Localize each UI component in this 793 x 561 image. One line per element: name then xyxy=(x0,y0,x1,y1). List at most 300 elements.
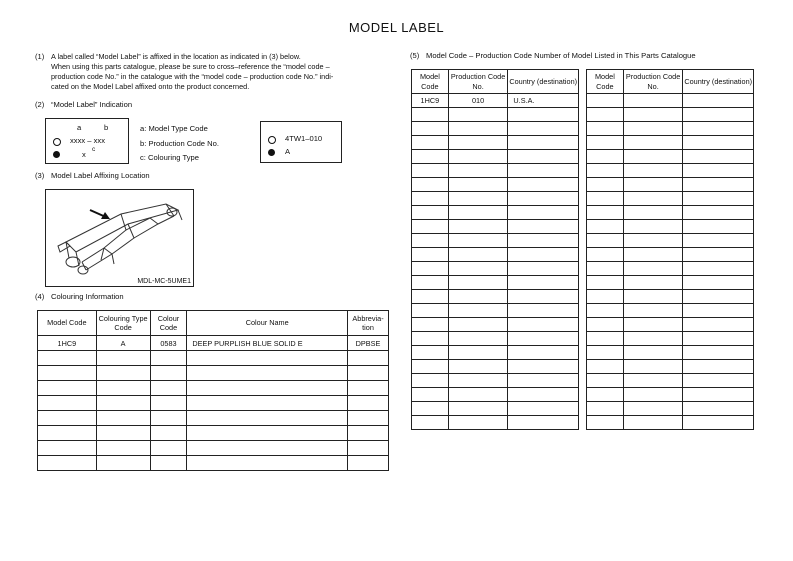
col-production-code: Production Code No. xyxy=(448,70,508,94)
table-cell xyxy=(448,262,508,276)
table-row xyxy=(38,456,389,471)
table-cell xyxy=(508,234,579,248)
table-row xyxy=(38,381,389,396)
table-header-row xyxy=(412,70,579,94)
table-row xyxy=(412,178,579,192)
col-model-code: Model Code xyxy=(412,70,449,94)
table-cell xyxy=(508,248,579,262)
table-cell xyxy=(348,426,389,441)
table-cell xyxy=(623,332,683,346)
table-cell xyxy=(587,276,624,290)
table-row xyxy=(412,374,579,388)
table-cell xyxy=(683,248,754,262)
table-cell xyxy=(587,290,624,304)
table-row xyxy=(587,290,754,304)
col-country: Country (destination) xyxy=(508,70,579,94)
table-cell xyxy=(508,164,579,178)
section-3-heading xyxy=(35,171,150,181)
table-cell xyxy=(587,416,624,430)
table-cell xyxy=(96,366,150,381)
table-cell xyxy=(508,220,579,234)
table-cell xyxy=(587,388,624,402)
model-label-example xyxy=(260,121,342,163)
table-cell xyxy=(508,290,579,304)
page-title: MODEL LABEL xyxy=(348,20,445,35)
table-cell xyxy=(448,318,508,332)
table-cell xyxy=(623,402,683,416)
table-cell xyxy=(508,276,579,290)
table-cell xyxy=(508,402,579,416)
table-cell xyxy=(187,366,348,381)
table-cell xyxy=(683,402,754,416)
table-row xyxy=(412,346,579,360)
table-row xyxy=(412,164,579,178)
table-cell xyxy=(508,122,579,136)
table-cell xyxy=(448,248,508,262)
table-row xyxy=(587,318,754,332)
table-cell xyxy=(508,374,579,388)
table-cell xyxy=(150,396,187,411)
table-cell xyxy=(623,290,683,304)
section-2-number: (2) xyxy=(35,100,45,109)
table-row xyxy=(412,248,579,262)
filled-circle-icon xyxy=(268,149,275,156)
col-colour-code: Colour Code xyxy=(150,311,187,336)
table-row xyxy=(412,136,579,150)
table-cell xyxy=(623,164,683,178)
table-cell xyxy=(623,304,683,318)
circle-icon xyxy=(53,138,61,146)
table-cell xyxy=(683,374,754,388)
table-cell xyxy=(187,456,348,471)
table-cell xyxy=(508,346,579,360)
table-cell xyxy=(412,290,449,304)
table-cell xyxy=(412,248,449,262)
table-cell xyxy=(348,456,389,471)
table-cell xyxy=(683,164,754,178)
table-cell xyxy=(412,402,449,416)
table-cell xyxy=(623,388,683,402)
table-row xyxy=(412,192,579,206)
section-2-heading xyxy=(35,100,132,110)
legend-production-code: b: Production Code No. xyxy=(140,138,219,148)
table-row xyxy=(38,366,389,381)
section-1-line-2: When using this parts catalogue, please be sure to cross–reference the “model code – xyxy=(51,62,330,71)
table-cell xyxy=(448,374,508,388)
table-cell xyxy=(587,374,624,388)
table-row xyxy=(587,178,754,192)
table-row xyxy=(587,234,754,248)
label-code-format: xxxx – xxx xyxy=(70,136,106,145)
table-cell xyxy=(187,441,348,456)
table-cell xyxy=(623,234,683,248)
table-cell xyxy=(38,351,97,366)
table-cell xyxy=(150,441,187,456)
table-cell xyxy=(587,192,624,206)
table-row xyxy=(587,108,754,122)
table-cell xyxy=(623,262,683,276)
table-cell xyxy=(348,381,389,396)
table-row xyxy=(412,94,579,108)
table-row xyxy=(587,346,754,360)
table-cell xyxy=(587,94,624,108)
table-cell xyxy=(508,360,579,374)
table-row xyxy=(587,220,754,234)
section-1-number: (1) xyxy=(35,52,45,61)
table-cell xyxy=(623,248,683,262)
table-cell: 1HC9 xyxy=(412,94,449,108)
table-row xyxy=(38,336,389,351)
table-cell xyxy=(587,164,624,178)
table-cell xyxy=(508,136,579,150)
table-row xyxy=(587,416,754,430)
table-cell xyxy=(683,220,754,234)
table-cell xyxy=(623,192,683,206)
table-cell xyxy=(623,416,683,430)
section-1-line-4: cated on the Model Label affixed onto the product concerned. xyxy=(51,82,250,91)
label-a-marker: a xyxy=(77,123,82,132)
table-cell xyxy=(683,150,754,164)
motorcycle-frame-illustration xyxy=(46,190,193,286)
table-cell xyxy=(587,122,624,136)
legend-model-type: a: Model Type Code xyxy=(140,124,208,133)
table-cell xyxy=(623,374,683,388)
col-country: Country (destination) xyxy=(683,70,754,94)
table-row xyxy=(38,411,389,426)
production-code-table-left xyxy=(411,69,579,430)
table-cell xyxy=(683,122,754,136)
model-label-diagram xyxy=(45,118,129,164)
table-row xyxy=(587,150,754,164)
table-cell xyxy=(683,388,754,402)
table-cell xyxy=(412,220,449,234)
table-cell xyxy=(683,192,754,206)
table-row xyxy=(587,94,754,108)
legend-colouring-type: c: Colouring Type xyxy=(140,153,199,162)
table-cell: 010 xyxy=(448,94,508,108)
colouring-info-table xyxy=(37,310,389,471)
table-cell xyxy=(623,122,683,136)
section-4-number: (4) xyxy=(35,292,45,301)
table-cell xyxy=(683,360,754,374)
table-cell xyxy=(683,304,754,318)
section-4-title: Colouring Information xyxy=(51,292,124,301)
table-cell xyxy=(587,346,624,360)
table-cell xyxy=(683,234,754,248)
table-cell xyxy=(448,122,508,136)
table-cell xyxy=(412,416,449,430)
table-cell xyxy=(508,318,579,332)
table-row xyxy=(38,351,389,366)
table-row xyxy=(587,374,754,388)
table-cell xyxy=(38,426,97,441)
table-cell xyxy=(587,206,624,220)
table-cell xyxy=(412,136,449,150)
table-cell xyxy=(587,108,624,122)
table-cell xyxy=(412,332,449,346)
table-cell xyxy=(448,192,508,206)
table-row xyxy=(587,248,754,262)
table-cell xyxy=(683,346,754,360)
example-model-code: 4TW1–010 xyxy=(285,134,323,143)
table-row xyxy=(412,276,579,290)
table-cell xyxy=(508,206,579,220)
table-cell: 0583 xyxy=(150,336,187,351)
table-cell: DEEP PURPLISH BLUE SOLID E xyxy=(187,336,348,351)
table-row xyxy=(587,122,754,136)
table-cell xyxy=(187,351,348,366)
col-abbreviation: Abbrevia-tion xyxy=(348,311,389,336)
table-cell xyxy=(448,206,508,220)
table-row xyxy=(412,318,579,332)
table-cell xyxy=(587,402,624,416)
table-cell xyxy=(150,411,187,426)
table-cell xyxy=(508,332,579,346)
table-cell xyxy=(150,381,187,396)
table-cell xyxy=(448,136,508,150)
table-cell xyxy=(412,276,449,290)
table-cell xyxy=(623,108,683,122)
table-cell xyxy=(448,402,508,416)
table-row xyxy=(412,402,579,416)
table-cell xyxy=(412,108,449,122)
table-cell xyxy=(508,178,579,192)
table-cell xyxy=(38,366,97,381)
table-cell: U.S.A. xyxy=(508,94,579,108)
table-row xyxy=(587,304,754,318)
table-row xyxy=(587,164,754,178)
table-row xyxy=(38,426,389,441)
table-cell xyxy=(448,276,508,290)
table-cell xyxy=(448,220,508,234)
table-cell xyxy=(448,234,508,248)
table-cell xyxy=(623,360,683,374)
table-cell xyxy=(448,178,508,192)
table-cell xyxy=(683,416,754,430)
table-cell xyxy=(448,304,508,318)
production-code-table-right xyxy=(586,69,754,430)
table-header-row xyxy=(587,70,754,94)
example-colour-code: A xyxy=(285,147,291,156)
table-cell xyxy=(96,456,150,471)
table-cell xyxy=(412,178,449,192)
table-cell xyxy=(448,388,508,402)
table-row xyxy=(587,192,754,206)
table-cell: DPBSE xyxy=(348,336,389,351)
table-row xyxy=(412,388,579,402)
table-cell xyxy=(623,276,683,290)
table-row xyxy=(412,262,579,276)
table-cell xyxy=(508,192,579,206)
table-cell xyxy=(412,360,449,374)
table-cell xyxy=(187,411,348,426)
table-cell xyxy=(587,360,624,374)
table-cell xyxy=(412,122,449,136)
table-cell xyxy=(623,318,683,332)
table-cell xyxy=(683,206,754,220)
table-cell xyxy=(412,150,449,164)
table-cell xyxy=(587,248,624,262)
table-row xyxy=(412,150,579,164)
table-row xyxy=(38,441,389,456)
table-row xyxy=(587,206,754,220)
table-row xyxy=(412,360,579,374)
label-colour-format: x xyxy=(82,150,86,159)
section-3-number: (3) xyxy=(35,171,45,180)
table-cell xyxy=(508,304,579,318)
figure-caption: MDL-MC-5UME1 xyxy=(137,278,191,285)
table-cell xyxy=(683,276,754,290)
table-cell xyxy=(448,290,508,304)
section-1 xyxy=(35,52,390,92)
table-cell xyxy=(38,396,97,411)
table-header-row xyxy=(38,311,389,336)
table-cell xyxy=(150,426,187,441)
table-row xyxy=(412,332,579,346)
table-cell xyxy=(508,388,579,402)
section-1-line-1: A label called “Model Label” is affixed in the location as indicated in (3) below. xyxy=(51,52,301,61)
table-cell xyxy=(412,262,449,276)
table-cell xyxy=(348,366,389,381)
table-row xyxy=(412,416,579,430)
table-row xyxy=(587,388,754,402)
table-cell xyxy=(150,366,187,381)
table-cell xyxy=(623,178,683,192)
table-cell xyxy=(187,381,348,396)
table-cell xyxy=(683,332,754,346)
table-row xyxy=(38,396,389,411)
col-colouring-type: Colouring Type Code xyxy=(96,311,150,336)
table-cell xyxy=(448,108,508,122)
table-row xyxy=(412,290,579,304)
table-row xyxy=(587,276,754,290)
table-cell xyxy=(412,164,449,178)
table-cell xyxy=(348,396,389,411)
table-cell xyxy=(587,332,624,346)
table-cell xyxy=(587,150,624,164)
table-cell xyxy=(683,94,754,108)
table-row xyxy=(587,402,754,416)
label-c-marker: c xyxy=(92,146,96,153)
table-cell xyxy=(187,396,348,411)
section-2-title: “Model Label” Indication xyxy=(51,100,133,109)
table-cell xyxy=(448,150,508,164)
section-4-heading xyxy=(35,292,124,302)
table-cell xyxy=(96,441,150,456)
table-cell xyxy=(587,136,624,150)
table-cell xyxy=(412,206,449,220)
table-cell xyxy=(683,178,754,192)
table-cell xyxy=(508,262,579,276)
label-legend xyxy=(140,122,219,166)
table-cell xyxy=(150,351,187,366)
table-cell xyxy=(683,318,754,332)
table-cell xyxy=(412,346,449,360)
table-cell xyxy=(96,381,150,396)
table-row xyxy=(587,136,754,150)
table-cell xyxy=(412,234,449,248)
table-cell xyxy=(187,426,348,441)
section-1-line-3: production code No.” in the catalogue with the “model code – production code No.” indi- xyxy=(51,72,334,81)
table-cell xyxy=(38,381,97,396)
col-model-code: Model Code xyxy=(587,70,624,94)
frame-figure xyxy=(45,189,194,287)
table-cell xyxy=(448,164,508,178)
table-cell xyxy=(38,441,97,456)
table-cell xyxy=(623,94,683,108)
section-5-title: Model Code – Production Code Number of Model Listed in This Parts Catalogue xyxy=(426,51,696,60)
table-row xyxy=(412,234,579,248)
table-cell xyxy=(96,426,150,441)
table-cell xyxy=(448,360,508,374)
table-cell: 1HC9 xyxy=(38,336,97,351)
table-cell xyxy=(96,396,150,411)
section-5-number: (5) xyxy=(410,51,420,60)
table-row xyxy=(412,304,579,318)
table-row xyxy=(412,220,579,234)
table-cell xyxy=(683,136,754,150)
table-row xyxy=(412,122,579,136)
col-production-code: Production Code No. xyxy=(623,70,683,94)
table-cell xyxy=(623,220,683,234)
table-cell xyxy=(623,346,683,360)
table-cell xyxy=(683,108,754,122)
table-cell xyxy=(508,108,579,122)
table-cell xyxy=(587,318,624,332)
table-cell xyxy=(448,346,508,360)
table-cell: A xyxy=(96,336,150,351)
table-row xyxy=(587,360,754,374)
table-cell xyxy=(348,441,389,456)
table-cell xyxy=(38,456,97,471)
table-cell xyxy=(587,304,624,318)
table-cell xyxy=(683,290,754,304)
section-5-heading xyxy=(410,51,696,61)
table-cell xyxy=(623,206,683,220)
table-cell xyxy=(448,332,508,346)
section-3-title: Model Label Affixing Location xyxy=(51,171,150,180)
table-cell xyxy=(412,318,449,332)
table-cell xyxy=(623,136,683,150)
table-cell xyxy=(348,411,389,426)
table-cell xyxy=(412,192,449,206)
table-row xyxy=(412,108,579,122)
circle-icon xyxy=(268,136,276,144)
table-cell xyxy=(38,411,97,426)
label-b-marker: b xyxy=(104,123,109,132)
table-cell xyxy=(448,416,508,430)
table-cell xyxy=(96,351,150,366)
col-colour-name: Colour Name xyxy=(187,311,348,336)
table-cell xyxy=(623,150,683,164)
table-cell xyxy=(508,150,579,164)
table-cell xyxy=(412,388,449,402)
table-row xyxy=(412,206,579,220)
table-cell xyxy=(508,416,579,430)
table-cell xyxy=(587,178,624,192)
table-cell xyxy=(150,456,187,471)
table-row xyxy=(587,332,754,346)
table-cell xyxy=(587,262,624,276)
table-cell xyxy=(348,351,389,366)
table-cell xyxy=(683,262,754,276)
table-cell xyxy=(412,374,449,388)
filled-circle-icon xyxy=(53,151,60,158)
col-model-code: Model Code xyxy=(38,311,97,336)
table-cell xyxy=(587,234,624,248)
arrow-icon xyxy=(90,210,110,219)
table-row xyxy=(587,262,754,276)
